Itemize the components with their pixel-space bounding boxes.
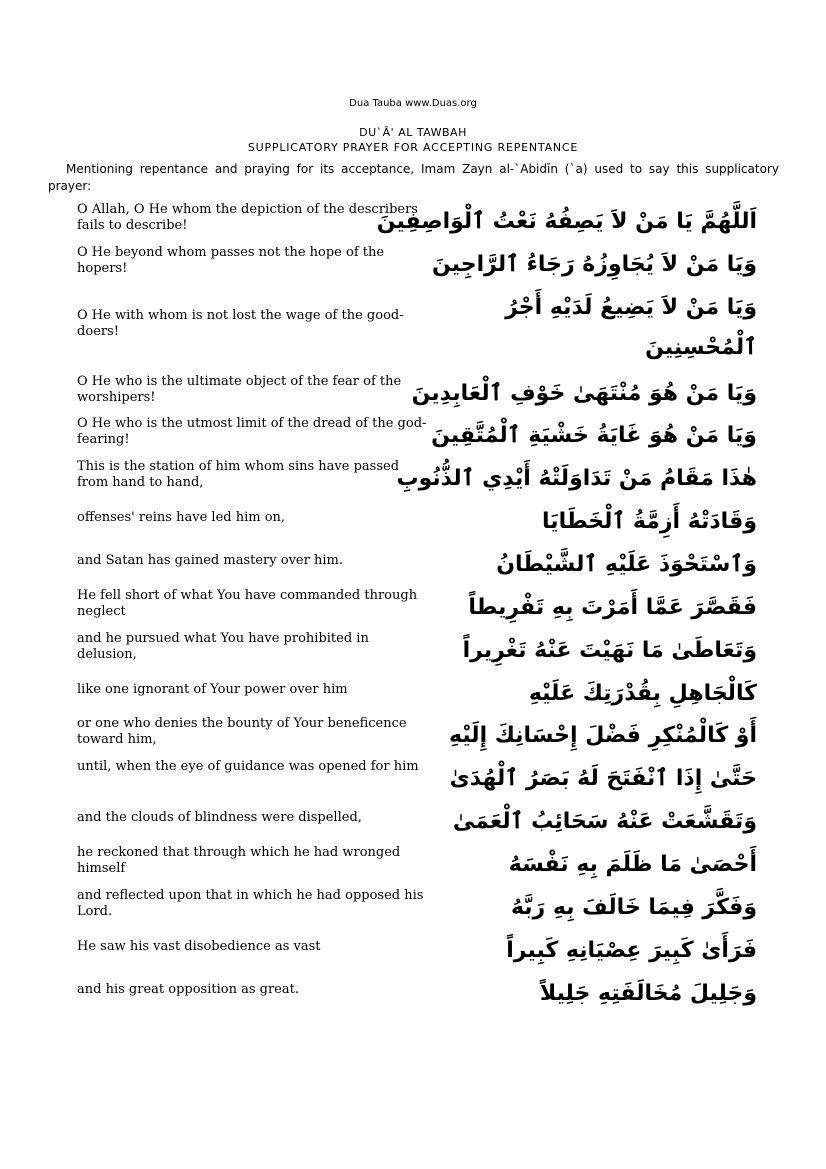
verse-arabic: هٰذَا مَقَامُ مَنْ تَدَاوَلَتْهُ أَيْدِي ٱلذُّنُوبِ — [396, 466, 757, 491]
verse-english: He saw his vast disobedience as vast — [77, 939, 321, 954]
verse-english: and the clouds of blindness were dispelled, — [77, 810, 362, 825]
verse-english: like one ignorant of Your power over him — [77, 682, 348, 697]
verse-english: O He who is the utmost limit of the dread of the god-fearing! — [77, 416, 427, 447]
verse-arabic: وَجَلِيلَ مُخَالَفَتِهِ جَلِيلاً — [539, 981, 757, 1006]
verse-english: he reckoned that through which he had wronged himself — [77, 845, 401, 876]
verse-arabic: حَتَّىٰ إِذَا ٱنْفَتَحَ لَهُ بَصَرُ ٱلْهُدَىٰ — [449, 766, 757, 791]
verse-arabic: أَحْصَىٰ مَا ظَلَمَ بِهِ نَفْسَهُ — [508, 852, 757, 877]
verse-arabic: وَتَقَشَّعَتْ عَنْهُ سَحَائِبُ ٱلْعَمَىٰ — [452, 809, 757, 834]
verse-english: O Allah, O He whom the depiction of the describers fails to describe! — [77, 202, 418, 233]
document-title: DU`Ā' AL TAWBAH — [359, 126, 467, 139]
verse-english: He fell short of what You have commanded through neglect — [77, 588, 418, 619]
verse-english: O He who is the ultimate object of the fear of the worshipers! — [77, 374, 402, 405]
verse-arabic: وَيَا مَنْ هُوَ مُنْتَهَىٰ خَوْفِ ٱلْعَابِدِينَ — [411, 381, 757, 406]
verse-english: or one who denies the bounty of Your beneficence toward him, — [77, 716, 407, 747]
verse-arabic: وَيَا مَنْ هُوَ غَايَةُ خَشْيَةِ ٱلْمُتَّقِينَ — [431, 423, 757, 448]
verse-english: and he pursued what You have prohibited in delusion, — [77, 631, 369, 662]
verse-english: This is the station of him whom sins have passed from hand to hand, — [77, 459, 400, 490]
verse-english: and his great opposition as great. — [77, 982, 299, 997]
verse-english: O He with whom is not lost the wage of the good-doers! — [77, 308, 404, 339]
verse-english: until, when the eye of guidance was opened for him — [77, 759, 419, 774]
verse-english: and reflected upon that in which he had opposed his Lord. — [77, 888, 424, 919]
verse-arabic: وَيَا مَنْ لاَ يُجَاوِزُهُ رَجَاءُ ٱلرَّاجِينَ — [431, 252, 757, 277]
verse-english: and Satan has gained mastery over him. — [77, 553, 343, 568]
verse-arabic: اَللَّهُمَّ يَا مَنْ لاَ يَصِفُهُ نَعْتُ ٱلْوَاصِفِينَ — [376, 209, 757, 234]
verse-arabic: فَرَأَىٰ كَبِيرَ عِصْيَانِهِ كَبِيراً — [506, 938, 757, 963]
source-header: Dua Tauba www.Duas.org — [349, 98, 477, 109]
verse-arabic: وَتَعَاطَىٰ مَا نَهَيْتَ عَنْهُ تَغْرِيراً — [462, 638, 757, 663]
verse-english: offenses' reins have led him on, — [77, 510, 286, 525]
verse-arabic: أَوْ كَالْمُنْكِرِ فَضْلَ إِحْسَانِكَ إِلَيْهِ — [448, 723, 757, 748]
verse-arabic: وَفَكَّرَ فِيمَا خَالَفَ بِهِ رَبَّهُ — [510, 895, 757, 920]
verse-arabic: وَقَادَتْهُ أَزِمَّةُ ٱلْخَطَايَا — [542, 509, 757, 534]
verse-arabic: كَالْجَاهِلِ بِقُدْرَتِكَ عَلَيْهِ — [528, 681, 757, 706]
document-subtitle: SUPPLICATORY PRAYER FOR ACCEPTING REPENTANCE — [247, 141, 579, 154]
verse-arabic: وَٱسْتَحْوَذَ عَلَيْهِ ٱلشَّيْطَانُ — [496, 552, 757, 577]
verse-arabic: وَيَا مَنْ لاَ يَضِيعُ لَدَيْهِ أَجْرُ ٱلْمُحْسِنِينَ — [505, 295, 757, 360]
intro-paragraph: Mentioning repentance and praying for its acceptance, Imam Zayn al-`Abidīn (`a) used to say this supplicatory prayer: — [48, 162, 779, 193]
verse-english: O He beyond whom passes not the hope of the hopers! — [77, 245, 385, 276]
verse-arabic: فَقَصَّرَ عَمَّا أَمَرْتَ بِهِ تَفْرِيطاً — [468, 595, 757, 620]
